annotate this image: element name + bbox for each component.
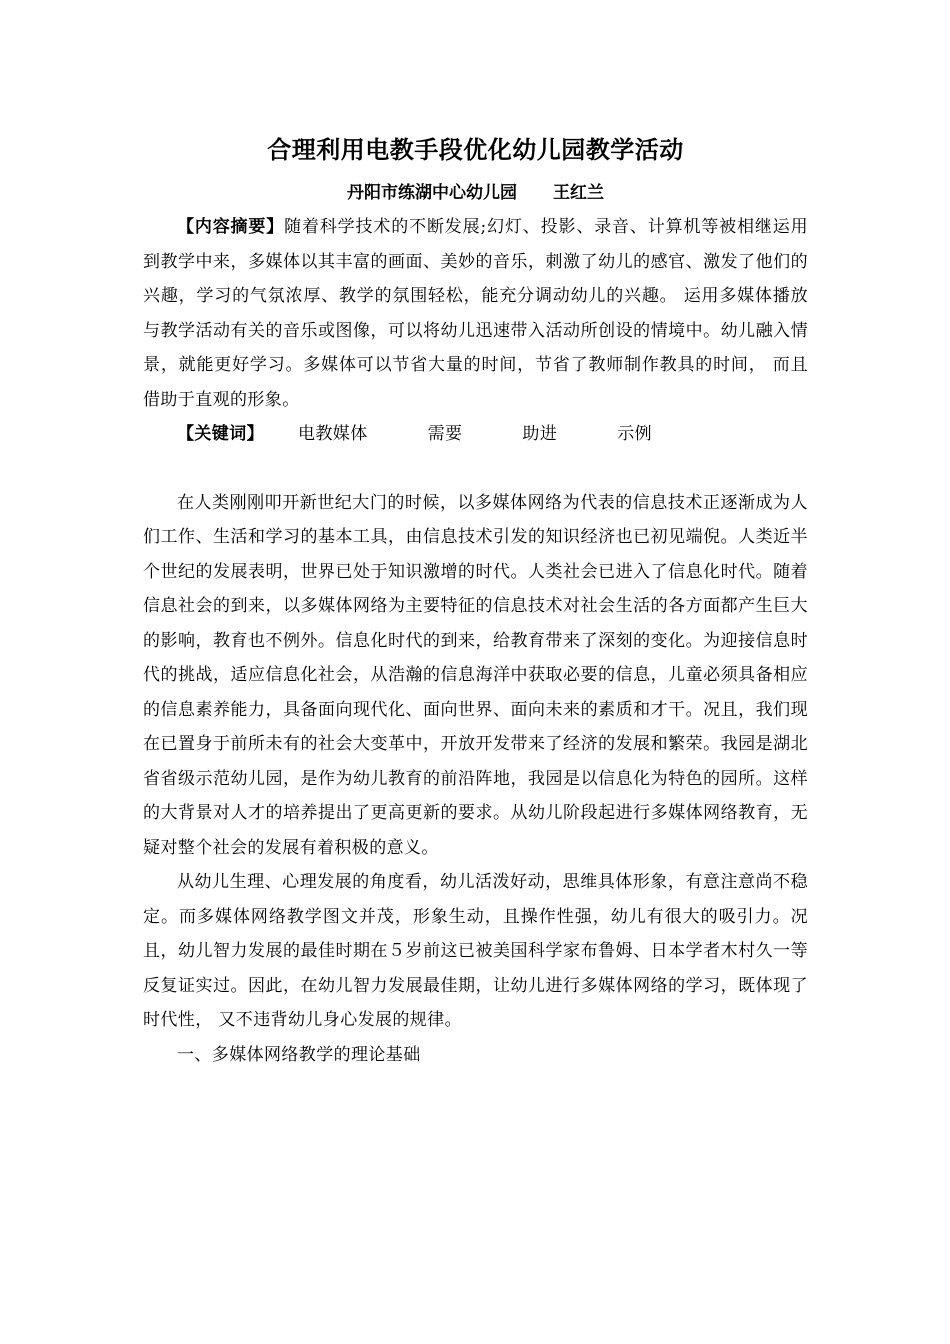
abstract-text: 随着科学技术的不断发展;幻灯、投影、录音、计算机等被相继运用到教学中来，多媒体以其丰富的画面、美妙的音乐，刺激了幼儿的感官、激发了他们的兴趣，学习的气氛浓厚、教学的氛围轻松，能充分调动幼儿的兴趣。 运用多媒体播放与教学活动有关的音乐或图像，可以将幼儿迅速带入活动所创设的情境中。幼儿融入情景，就能更好学习。多媒体可以节省大量的时间，节省了教师制作教具的时间， 而且借助于直观的形象。 [143, 217, 808, 410]
keyword: 电教媒体 [298, 424, 368, 444]
keyword: 示例 [617, 424, 653, 444]
document-title: 合理利用电教手段优化幼儿园教学活动 [267, 136, 684, 164]
abstract-section [143, 210, 808, 417]
body-paragraph-1: 在人类刚刚叩开新世纪大门的时候，以多媒体网络为代表的信息技术正逐渐成为人们工作、生活和学习的基本工具，由信息技术引发的知识经济也已初见端倪。人类近半个世纪的发展表明，世界已处于知识激增的时代。人类社会已进入了信息化时代。随着信息社会的到来，以多媒体网络为主要特征的信息技术对社会生活的各方面都产生巨大的影响，教育也不例外。信息化时代的到来，给教育带来了深刻的变化。为迎接信息时代的挑战，适应信息化社会，从浩瀚的信息海洋中获取必要的信息，儿童必须具备相应的信息素养能力，具备面向现代化、面向世界、面向未来的素质和才干。况且，我们现在已置身于前所未有的社会大变革中，开放开发带来了经济的发展和繁荣。我园是湖北省省级示范幼儿园，是作为幼儿教育的前沿阵地，我园是以信息化为特色的园所。这样的大背景对人才的培养提出了更高更新的要求。从幼儿阶段起进行多媒体网络教育，无疑对整个社会的发展有着积极的意义。 [143, 492, 808, 858]
byline [143, 178, 808, 208]
keywords-line [143, 417, 808, 452]
section-spacer [143, 452, 808, 486]
abstract-label: 【内容摘要】 [177, 217, 285, 237]
author-name: 王红兰 [553, 183, 604, 203]
section-heading: 一、多媒体网络教学的理论基础 [177, 1044, 421, 1065]
body-text [143, 486, 808, 1073]
keyword: 需要 [427, 424, 463, 444]
document-page [143, 128, 808, 1072]
keywords-label: 【关键词】 [177, 424, 264, 444]
body-paragraph-2: 从幼儿生理、心理发展的角度看，幼儿活泼好动，思维具体形象，有意注意尚不稳定。而多媒体网络教学图文并茂，形象生动，且操作性强，幼儿有很大的吸引力。况且，幼儿智力发展的最佳时期在５岁前这已被美国科学家布鲁姆、日本学者木村久一等反复证实过。因此，在幼儿智力发展最佳期，让幼儿进行多媒体网络的学习，既体现了时代性， 又不违背幼儿身心发展的规律。 [143, 872, 808, 1030]
keyword: 助进 [522, 424, 558, 444]
abstract-paragraph [143, 210, 808, 417]
school-name: 丹阳市练湖中心幼儿园 [347, 183, 517, 203]
